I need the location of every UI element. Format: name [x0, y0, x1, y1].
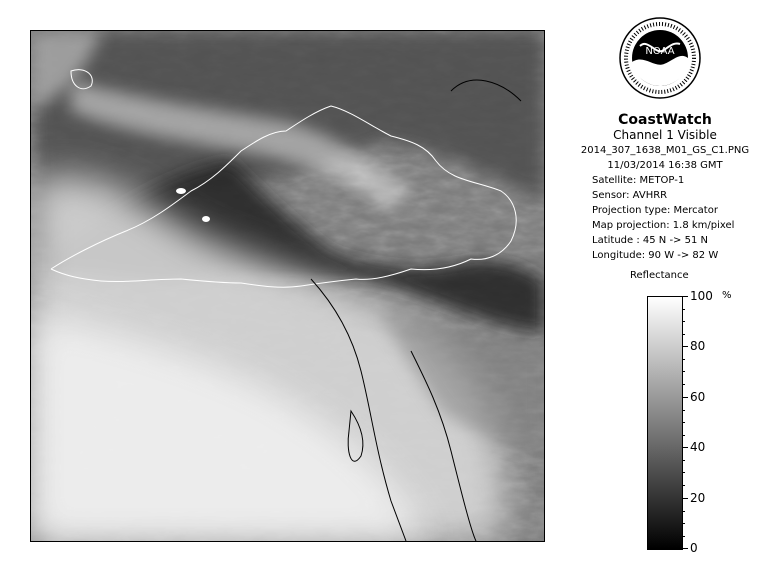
- datetime: 11/03/2014 16:38 GMT: [607, 160, 723, 171]
- bright-spot: [176, 188, 186, 194]
- colorbar-tick: [682, 296, 688, 297]
- colorbar-minor-tick: [682, 523, 685, 524]
- svg-text:NOAA: NOAA: [645, 46, 675, 57]
- legend-unit: %: [722, 290, 732, 301]
- colorbar-tick: [682, 397, 688, 398]
- reflectance-colorbar: [647, 296, 683, 550]
- projection-type-label: Projection type: Mercator: [592, 205, 718, 216]
- colorbar-tick-label: 40: [690, 440, 706, 454]
- colorbar-tick: [682, 548, 688, 549]
- colorbar-tick-label: 100: [690, 289, 713, 303]
- colorbar-tick: [682, 346, 688, 347]
- colorbar-tick-label: 20: [690, 491, 706, 505]
- colorbar-tick-label: 80: [690, 339, 706, 353]
- noaa-logo: [618, 16, 702, 100]
- colorbar-tick: [682, 498, 688, 499]
- colorbar-minor-tick: [682, 485, 685, 486]
- sensor-label: Sensor: AVHRR: [592, 190, 668, 201]
- colorbar-minor-tick: [682, 511, 685, 512]
- colorbar-tick: [682, 447, 688, 448]
- colorbar-tick-label: 60: [690, 390, 706, 404]
- colorbar-tick-label: 0: [690, 541, 698, 555]
- colorbar-minor-tick: [682, 309, 685, 310]
- colorbar-minor-tick: [682, 422, 685, 423]
- filename: 2014_307_1638_M01_GS_C1.PNG: [580, 145, 750, 156]
- satellite-image-svg: [31, 31, 544, 541]
- colorbar-minor-tick: [682, 536, 685, 537]
- colorbar-minor-tick: [682, 334, 685, 335]
- colorbar-minor-tick: [682, 359, 685, 360]
- latitude-label: Latitude : 45 N -> 51 N: [592, 235, 708, 246]
- product-title: CoastWatch: [618, 112, 712, 128]
- longitude-label: Longitude: 90 W -> 82 W: [592, 250, 719, 261]
- colorbar-minor-tick: [682, 435, 685, 436]
- legend-title: Reflectance: [630, 270, 689, 281]
- metadata-panel: [560, 112, 770, 263]
- product-subtitle: Channel 1 Visible: [613, 128, 717, 142]
- colorbar-minor-tick: [682, 321, 685, 322]
- colorbar-minor-tick: [682, 410, 685, 411]
- colorbar-ticks: [682, 289, 742, 555]
- satellite-image: [30, 30, 545, 542]
- noaa-emblem-icon: [618, 16, 702, 100]
- colorbar-minor-tick: [682, 371, 685, 372]
- colorbar-minor-tick: [682, 472, 685, 473]
- bright-spot: [202, 216, 210, 222]
- colorbar-minor-tick: [682, 460, 685, 461]
- satellite-label: Satellite: METOP-1: [592, 175, 685, 186]
- map-projection-label: Map projection: 1.8 km/pixel: [592, 220, 735, 231]
- colorbar-minor-tick: [682, 384, 685, 385]
